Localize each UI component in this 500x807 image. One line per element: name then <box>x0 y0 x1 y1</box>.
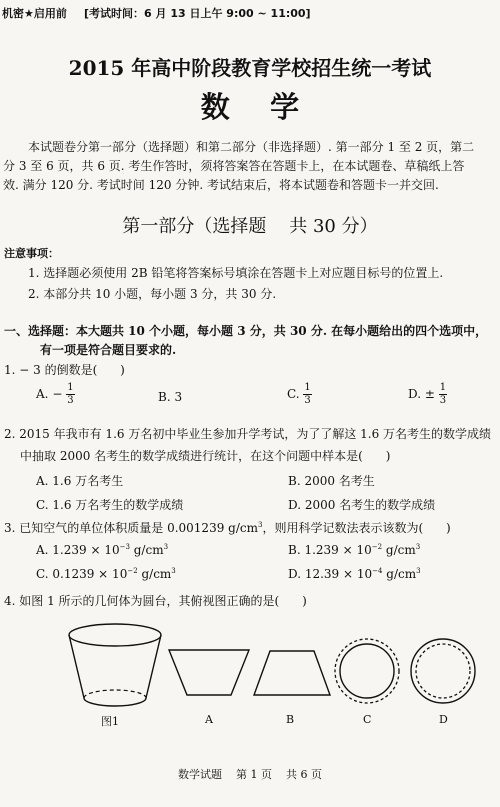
q3-c-unit: g/cm <box>137 567 172 581</box>
q3-b-unit: g/cm <box>382 543 416 557</box>
option-d-inner-circle <box>416 644 470 698</box>
notice-title: 注意事项： <box>4 247 59 260</box>
q3-stem-post: ，则用科学记数法表示该数为( ) <box>262 521 451 535</box>
q3-d-exponent: −4 <box>372 567 383 575</box>
subject-title: 数 学 <box>200 90 300 124</box>
q3-a-exponent: −3 <box>119 543 130 551</box>
q3-d-unit: g/cm <box>382 567 417 581</box>
q2-option-c: C. 1.6 万名考生的数学成绩 <box>36 498 184 512</box>
q1-option-c <box>287 383 312 406</box>
q4-stem: 4. 如图 1 所示的几何体为圆台，其俯视图正确的是( ) <box>4 594 307 608</box>
q2-option-b: B. 2000 名考生 <box>288 474 375 488</box>
q2-option-d: D. 2000 名考生的数学成绩 <box>288 498 436 512</box>
q1-option-b: B. 3 <box>158 390 183 404</box>
option-c-figure <box>332 636 402 706</box>
option-d-figure <box>408 636 478 706</box>
figure-1-label: 图1 <box>101 715 119 728</box>
q2-stem-2: 中抽取 2000 名考生的数学成绩进行统计，在这个问题中样本是( ) <box>20 449 391 463</box>
q1-a-label: A. <box>36 387 49 401</box>
q2-option-a: A. 1.6 万名考生 <box>36 474 124 488</box>
q3-a-unit-exponent: 3 <box>163 543 169 551</box>
section1-line-2: 有一项是符合题目要求的. <box>40 343 177 357</box>
option-d-label: D <box>439 713 448 726</box>
option-c-outer-circle <box>335 639 399 703</box>
q1-stem: 1. − 3 的倒数是( ) <box>4 363 125 377</box>
intro-line-1: 本试题卷分第一部分（选择题）和第二部分（非选择题）. 第一部分 1 至 2 页，第二 <box>28 140 475 154</box>
q1-c-denominator: 3 <box>304 395 311 406</box>
q3-d-unit-exponent: 3 <box>416 567 421 575</box>
option-c-inner-circle <box>340 644 394 698</box>
q1-d-denominator: 3 <box>439 395 447 406</box>
frustum-left-edge <box>69 635 84 698</box>
page-footer: 数学试题 第 1 页 共 6 页 <box>178 768 322 781</box>
intro-line-2: 分 3 至 6 页，共 6 页. 考生作答时，须将答案答在答题卡上，在本试题卷、草稿纸上答 <box>3 159 465 173</box>
q3-stem-pre: 3. 已知空气的单位体积质量是 0.001239 g/cm <box>4 521 258 535</box>
q3-stem <box>4 519 451 536</box>
frustum-bottom-back <box>84 690 146 698</box>
confidential-label: 机密★启用前 <box>2 7 67 20</box>
q3-b-exponent: −2 <box>371 543 383 551</box>
option-b-label: B <box>286 713 295 726</box>
notice-1: 1. 选择题必须使用 2B 铅笔将答案标号填涂在答题卡上对应题目标号的位置上. <box>28 266 444 280</box>
part1-heading: 第一部分（选择题 共 30 分） <box>122 216 378 237</box>
q3-d-coef: D. 12.39 × 10 <box>288 567 373 581</box>
q1-a-denominator: 3 <box>67 395 74 406</box>
frustum-right-edge <box>146 635 161 698</box>
q3-stem-exponent: 3 <box>257 521 263 529</box>
option-b-figure <box>248 643 338 703</box>
notice-2: 2. 本部分共 10 小题，每小题 3 分，共 30 分. <box>28 287 277 301</box>
q3-a-coef: A. 1.239 × 10 <box>36 543 120 557</box>
q3-option-d <box>288 567 421 581</box>
q3-c-coef: C. 0.1239 × 10 <box>36 567 128 581</box>
q2-stem-1: 2. 2015 年我市有 1.6 万名初中毕业生参加升学考试，为了了解这 1.6 万名考生的数学成绩 <box>4 427 492 441</box>
q3-c-unit-exponent: 3 <box>171 567 176 575</box>
option-a-figure <box>164 643 254 703</box>
q1-c-label: C. <box>287 387 300 401</box>
q3-option-a <box>36 543 168 557</box>
option-b-trapezoid <box>254 651 330 695</box>
option-d-outer-circle <box>411 639 475 703</box>
q3-option-b <box>288 543 420 557</box>
q3-option-c <box>36 567 176 581</box>
q1-a-numerator: 1 <box>67 382 74 393</box>
q1-c-numerator: 1 <box>304 382 311 393</box>
q3-b-unit-exponent: 3 <box>415 543 421 551</box>
exam-title: 2015 年高中阶段教育学校招生统一考试 <box>68 56 432 80</box>
q3-c-exponent: −2 <box>127 567 138 575</box>
frustum-bottom-front <box>84 698 146 706</box>
q1-d-sign: ± <box>424 387 435 401</box>
q1-option-d <box>408 383 447 406</box>
section1-line-1: 一、选择题：本大题共 10 个小题，每小题 3 分，共 30 分. 在每小题给出的四个选项中， <box>4 324 488 338</box>
option-c-label: C <box>363 713 372 726</box>
intro-line-3: 效. 满分 120 分. 考试时间 120 分钟. 考试结束后，将本试题卷和答题卡一并交回. <box>3 178 439 192</box>
q1-a-sign: − <box>52 387 63 401</box>
q1-d-numerator: 1 <box>439 382 447 393</box>
q3-a-unit: g/cm <box>129 543 164 557</box>
frustum-top-rim <box>69 624 161 646</box>
q1-option-a <box>36 383 75 406</box>
option-a-trapezoid <box>169 650 249 695</box>
frustum-figure <box>60 618 170 718</box>
exam-time: [考试时间：6 月 13 日上午 9:00 ~ 11:00] <box>84 7 311 20</box>
q3-b-coef: B. 1.239 × 10 <box>288 543 372 557</box>
option-a-label: A <box>205 713 213 726</box>
q1-d-label: D. <box>408 387 422 401</box>
